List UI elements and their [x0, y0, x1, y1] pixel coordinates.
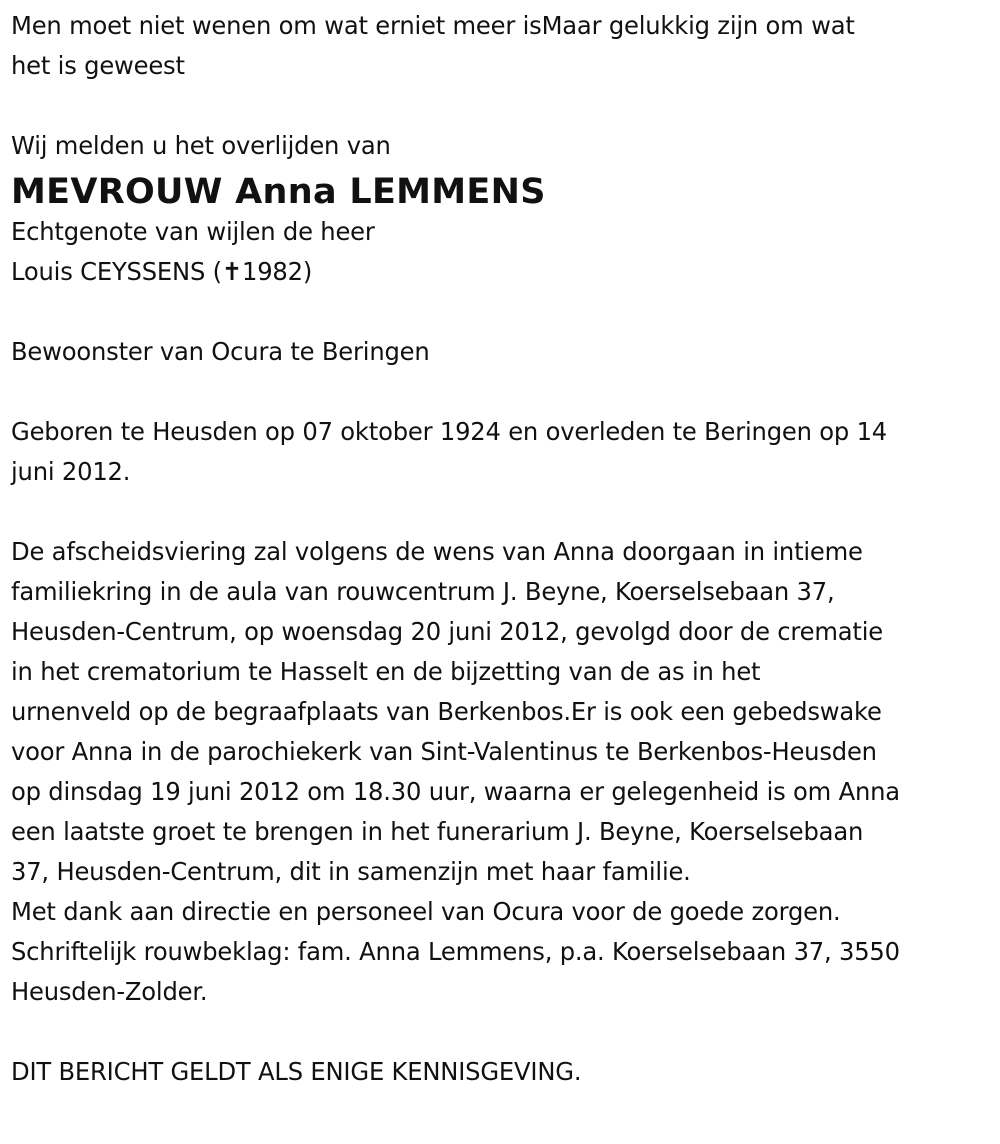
spouse-line-2: Louis CEYSSENS (✝1982) [11, 257, 313, 286]
birth-death-line-1: Geboren te Heusden op 07 oktober 1924 en overleden te Beringen op 14 [11, 417, 888, 446]
ceremony-line: op dinsdag 19 juni 2012 om 18.30 uur, waarna er gelegenheid is om Anna [11, 777, 900, 806]
condolence-address-line: Heusden-Zolder. [11, 977, 208, 1006]
ceremony-line: in het crematorium te Hasselt en de bijzetting van de as in het [11, 657, 761, 686]
ceremony-line: een laatste groet te brengen in het funerarium J. Beyne, Koerselsebaan [11, 817, 864, 846]
spouse-line-1: Echtgenote van wijlen de heer [11, 217, 375, 246]
spacer [11, 492, 1000, 532]
intro-text: Wij melden u het overlijden van [11, 131, 391, 160]
residence-text: Bewoonster van Ocura te Beringen [11, 337, 430, 366]
ceremony-line: urnenveld op de begraafplaats van Berkenbos.Er is ook een gebedswake [11, 697, 882, 726]
closing-notice: DIT BERICHT GELDT ALS ENIGE KENNISGEVING. [11, 1057, 582, 1086]
birth-death-line-2: juni 2012. [11, 457, 131, 486]
ceremony-line: voor Anna in de parochiekerk van Sint-Valentinus te Berkenbos-Heusden [11, 737, 877, 766]
spacer [11, 292, 1000, 332]
thanks-line: Met dank aan directie en personeel van Ocura voor de goede zorgen. [11, 897, 841, 926]
ceremony-line: Heusden-Centrum, op woensdag 20 juni 2012, gevolgd door de crematie [11, 617, 883, 646]
ceremony-line: familiekring in de aula van rouwcentrum J. Beyne, Koerselsebaan 37, [11, 577, 835, 606]
poem-line-1: Men moet niet wenen om wat erniet meer isMaar gelukkig zijn om wat [11, 11, 855, 40]
spacer [11, 86, 1000, 126]
ceremony-line: De afscheidsviering zal volgens de wens van Anna doorgaan in intieme [11, 537, 863, 566]
poem-line-2: het is geweest [11, 51, 185, 80]
deceased-name: MEVROUW Anna LEMMENS [11, 172, 546, 212]
condolence-address-line: Schriftelijk rouwbeklag: fam. Anna Lemmens, p.a. Koerselsebaan 37, 3550 [11, 937, 900, 966]
spacer [11, 372, 1000, 412]
spacer [11, 1012, 1000, 1052]
ceremony-line: 37, Heusden-Centrum, dit in samenzijn met haar familie. [11, 857, 691, 886]
